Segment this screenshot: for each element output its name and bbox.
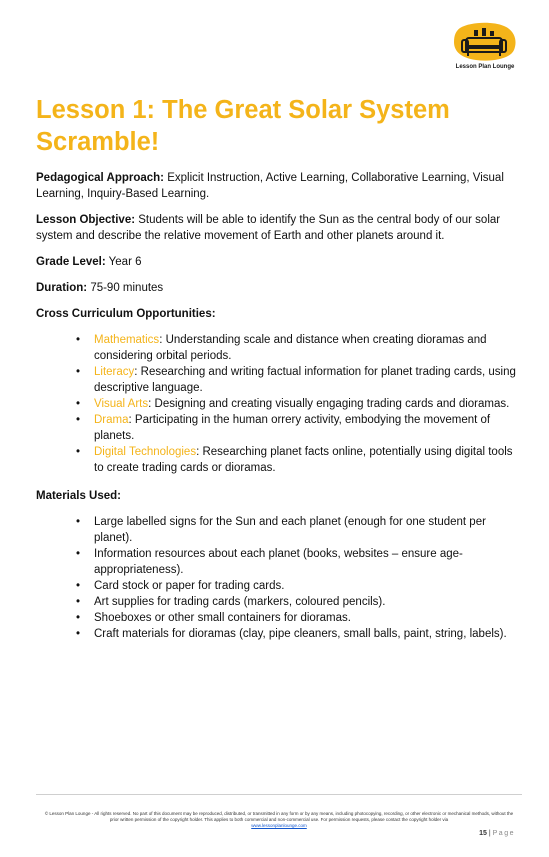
- page-number-value: 15: [479, 830, 487, 837]
- copyright-text: © Lesson Plan Lounge - All rights reserved. No part of this document may be reproduced, distributed, or transmitted in any form or by any means, including photocopying, recording, or other electronic or mechanical methods, without the prior written permission of the copyright holder. This applies to both commercial and non-commercial use. For permission requests, please contact the copyright holder via: [44, 811, 514, 822]
- list-item: • Shoeboxes or other small containers for dioramas.: [94, 610, 522, 626]
- brand-name: Lesson Plan Lounge: [455, 64, 515, 70]
- list-item: • Card stock or paper for trading cards.: [94, 578, 522, 594]
- pedagogical-value: Explicit Instruction, Active Learning, Collaborative Learning, Visual Learning, Inquiry-Based Learning.: [36, 172, 504, 200]
- subject-text: : Researching and writing factual information for planet trading cards, using descriptive language.: [94, 366, 516, 394]
- grade-value: Year 6: [108, 256, 142, 268]
- subject-name: Digital Technologies: [94, 446, 197, 458]
- materials-heading: Materials Used:: [36, 490, 122, 502]
- duration: [36, 280, 522, 296]
- objective-label: Lesson Objective:: [36, 214, 136, 226]
- brand-logo: [449, 22, 521, 70]
- list-item: • Craft materials for dioramas (clay, pipe cleaners, small balls, paint, string, labels).: [94, 626, 522, 642]
- footer-divider: [36, 794, 522, 795]
- list-item: • Art supplies for trading cards (markers, coloured pencils).: [94, 594, 522, 610]
- page-word: Page: [492, 830, 515, 837]
- list-item: [94, 396, 522, 412]
- cross-curriculum-heading: Cross Curriculum Opportunities:: [36, 308, 216, 320]
- pedagogical-label: Pedagogical Approach:: [36, 172, 165, 184]
- subject-text: : Designing and creating visually engaging trading cards and dioramas.: [148, 398, 510, 410]
- list-item: • Large labelled signs for the Sun and each planet (enough for one student per planet).: [94, 514, 522, 546]
- list-item: • Information resources about each planet (books, websites – ensure age-appropriateness).: [94, 546, 522, 578]
- lesson-objective: [36, 212, 522, 244]
- list-item: [94, 332, 522, 364]
- subject-text: : Participating in the human orrery activity, embodying the movement of planets.: [94, 414, 491, 442]
- pedagogical-approach: [36, 170, 522, 202]
- subject-name: Mathematics: [94, 334, 160, 346]
- subject-name: Visual Arts: [94, 398, 149, 410]
- objective-value: Students will be able to identify the Sun as the central body of our solar system and describe the relative movement of Earth and other planets around it.: [36, 214, 501, 242]
- page-title: Lesson 1: The Great Solar System Scramble!: [36, 96, 450, 156]
- grade-label: Grade Level:: [36, 256, 106, 268]
- footer-copyright: [40, 811, 518, 829]
- duration-label: Duration:: [36, 282, 88, 294]
- grade-level: [36, 254, 522, 270]
- list-item: [94, 364, 522, 396]
- list-item: [94, 412, 522, 444]
- website-link[interactable]: www.lessonplanlounge.com: [251, 823, 307, 828]
- list-item: [94, 444, 522, 476]
- page-separator: |: [488, 830, 491, 837]
- subject-text: : Understanding scale and distance when creating dioramas and considering orbital periods.: [94, 334, 487, 362]
- subject-name: Literacy: [94, 366, 135, 378]
- page-number: [479, 830, 515, 837]
- subject-name: Drama: [94, 414, 129, 426]
- cross-curriculum-list: [36, 332, 522, 476]
- duration-value: 75-90 minutes: [90, 282, 164, 294]
- subject-text: : Researching planet facts online, potentially using digital tools to create trading cards or dioramas.: [94, 446, 513, 474]
- materials-list: [36, 514, 522, 642]
- sofa-icon: [452, 22, 518, 62]
- lesson-content: [36, 170, 522, 642]
